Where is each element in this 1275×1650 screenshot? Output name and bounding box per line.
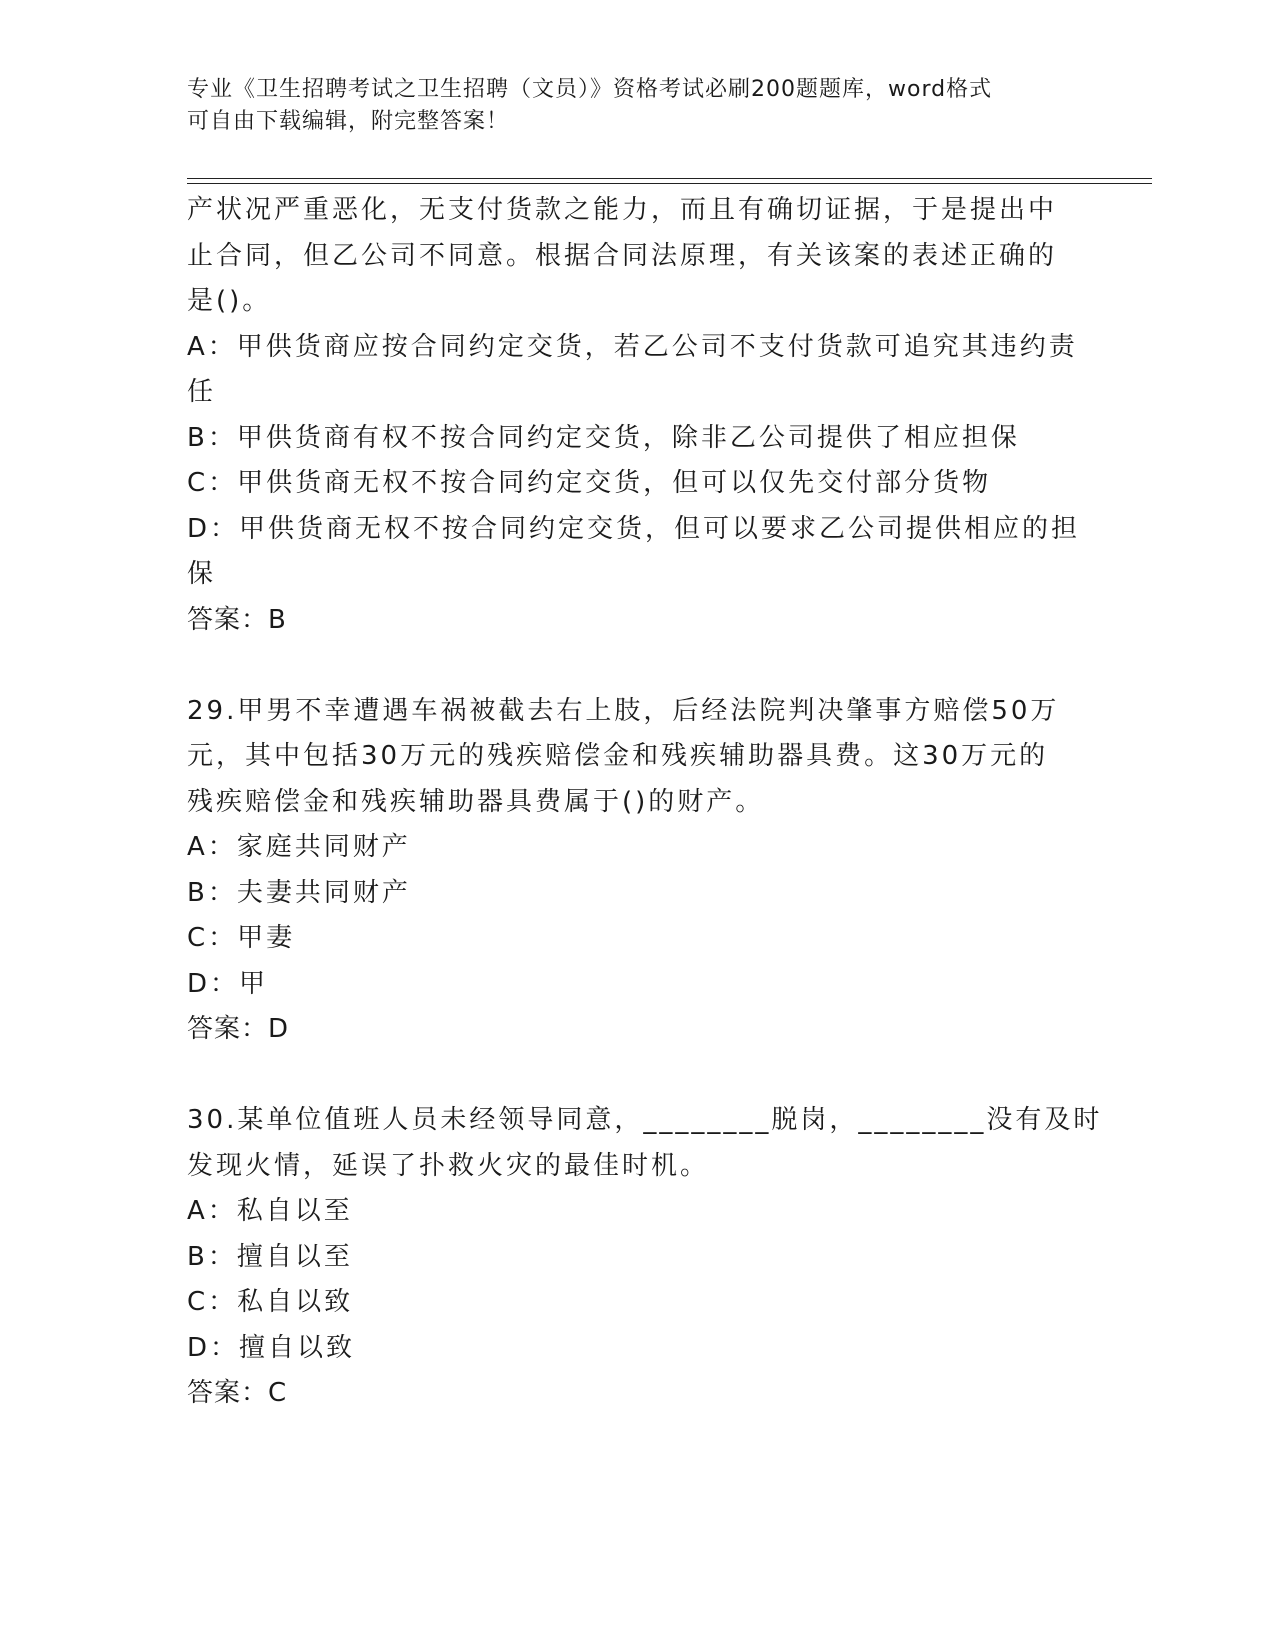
- answer-label: 答案：C: [187, 1378, 288, 1408]
- answer-label: 答案：B: [187, 604, 287, 635]
- question-29: [187, 689, 1077, 1053]
- question-stem-line: 是()。: [187, 286, 272, 316]
- option-d: D：擅自以致: [187, 1332, 356, 1363]
- question-stem-line: 30.某单位值班人员未经领导同意，________脱岗，________没有及时: [187, 1105, 1103, 1135]
- option-a-continued: 任: [187, 377, 217, 407]
- question-stem-line: 29.甲男不幸遭遇车祸被截去右上肢，后经法院判决肇事方赔偿50万: [187, 695, 1060, 726]
- option-c: C：私自以致: [187, 1287, 354, 1317]
- page-header: [187, 74, 1067, 138]
- question-stem-line: 元，其中包括30万元的残疾赔偿金和残疾辅助器具费。这30万元的: [187, 741, 1049, 771]
- option-b: B：擅自以至: [187, 1241, 353, 1272]
- option-d: D：甲: [187, 968, 269, 999]
- option-a: A：甲供货商应按合同约定交货，若乙公司不支付货款可追究其违约责: [187, 331, 1078, 362]
- option-d: D：甲供货商无权不按合同约定交货，但可以要求乙公司提供相应的担: [187, 513, 1081, 544]
- question-stem-line: 发现火情，延误了扑救火灾的最佳时机。: [187, 1150, 710, 1181]
- question-28: [187, 188, 1081, 643]
- header-title-line-1: 专业《卫生招聘考试之卫生招聘（文员）》资格考试必刷200题题库，word格式: [187, 77, 993, 102]
- spacer: [187, 1053, 1077, 1099]
- spacer: [187, 643, 1077, 689]
- question-stem-line: 产状况严重恶化，无支付货款之能力，而且有确切证据，于是提出中: [187, 195, 1058, 225]
- header-title-line-2: 可自由下载编辑，附完整答案！: [187, 109, 510, 134]
- option-d-continued: 保: [187, 559, 217, 589]
- header-rule-bottom: [187, 183, 1152, 184]
- header-rule-top: [187, 178, 1152, 179]
- option-c: C：甲妻: [187, 923, 296, 953]
- option-b: B：夫妻共同财产: [187, 877, 411, 908]
- option-b: B：甲供货商有权不按合同约定交货，除非乙公司提供了相应担保: [187, 422, 1020, 453]
- answer-label: 答案：D: [187, 1014, 290, 1044]
- question-stem-line: 残疾赔偿金和残疾辅助器具费属于()的财产。: [187, 786, 765, 817]
- question-30: [187, 1098, 1103, 1417]
- option-c: C：甲供货商无权不按合同约定交货，但可以仅先交付部分货物: [187, 468, 992, 498]
- option-a: A：私自以至: [187, 1196, 353, 1226]
- question-content: [187, 188, 1103, 1417]
- option-a: A：家庭共同财产: [187, 832, 411, 862]
- question-stem-line: 止合同，但乙公司不同意。根据合同法原理，有关该案的表述正确的: [187, 240, 1058, 271]
